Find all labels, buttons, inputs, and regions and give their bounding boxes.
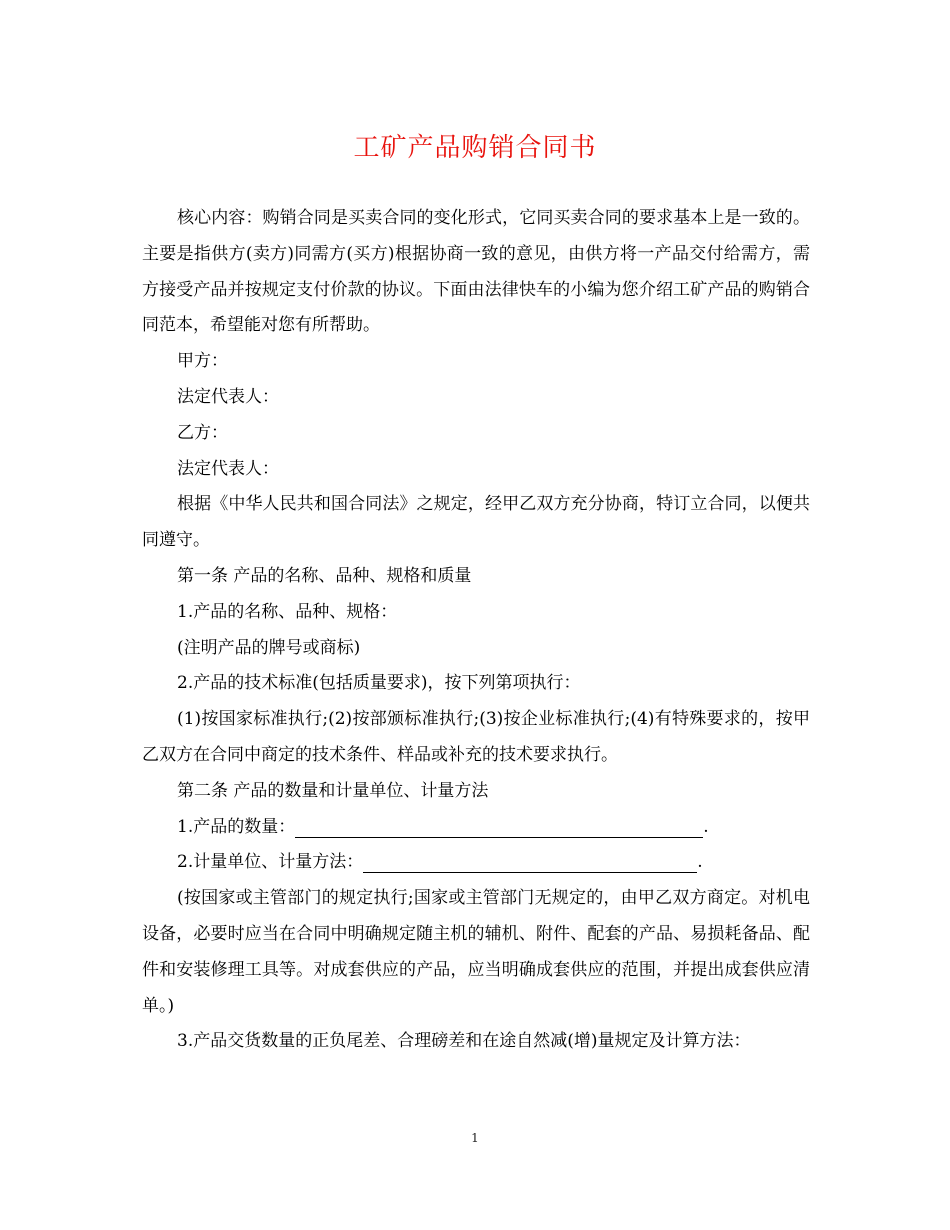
- party-b-representative-line: 法定代表人：: [177, 458, 279, 479]
- party-a-representative-line: 法定代表人：: [177, 386, 279, 407]
- page-number: 1: [471, 1131, 479, 1145]
- party-b-line: 乙方：: [177, 422, 228, 443]
- quantity-blank-line: [295, 817, 703, 838]
- unit-method-label: 2.计量单位、计量方法：: [177, 852, 364, 873]
- article-1-standards-options: (1)按国家标准执行;(2)按部颁标准执行;(3)按企业标准执行;(4)有特殊要求的，按甲乙双方在合同中商定的技术条件、样品或补充的技术要求执行。: [142, 709, 810, 765]
- article-2-note: (按国家或主管部门的规定执行;国家或主管部门无规定的，由甲乙双方商定。对机电设备，必要时应当在合同中明确规定随主机的辅机、附件、配套的产品、易损耗备品、配件和安装修理工具等。对成套供应的产品，应当明确成套供应的范围，并提出成套供应清单。): [142, 888, 810, 1016]
- article-1-item-2: 2.产品的技术标准(包括质量要求)，按下列第项执行：: [177, 673, 581, 694]
- article-2-item-3: 3.产品交货数量的正负尾差、合理磅差和在途自然减(增)量规定及计算方法：: [177, 1031, 751, 1052]
- unit-method-blank-line: [363, 852, 697, 873]
- unit-method-line-end: .: [697, 852, 703, 873]
- article-2-heading: 第二条 产品的数量和计量单位、计量方法: [177, 780, 489, 801]
- preamble-paragraph: 根据《中华人民共和国合同法》之规定，经甲乙双方充分协商，特订立合同，以便共同遵守。: [142, 494, 810, 551]
- quantity-label: 1.产品的数量：: [177, 816, 296, 837]
- document-body: [142, 201, 810, 1060]
- intro-paragraph: 核心内容：购销合同是买卖合同的变化形式，它同买卖合同的要求基本上是一致的。主要是指供方(卖方)同需方(买方)根据协商一致的意见，由供方将一产品交付给需方，需方接受产品并按规定支付价款的协议。下面由法律快车的小编为您介绍工矿产品的购销合同范本，希望能对您有所帮助。: [142, 208, 810, 336]
- document-title: 工矿产品购销合同书: [353, 133, 597, 163]
- article-1-item-1: 1.产品的名称、品种、规格：: [177, 601, 398, 622]
- article-2-item-2: [142, 845, 810, 881]
- article-2-item-1: [142, 810, 810, 846]
- party-a-line: 甲方：: [177, 351, 228, 372]
- article-1-heading: 第一条 产品的名称、品种、规格和质量: [177, 565, 472, 586]
- quantity-line-end: .: [703, 816, 709, 837]
- article-1-note: (注明产品的牌号或商标): [177, 637, 361, 658]
